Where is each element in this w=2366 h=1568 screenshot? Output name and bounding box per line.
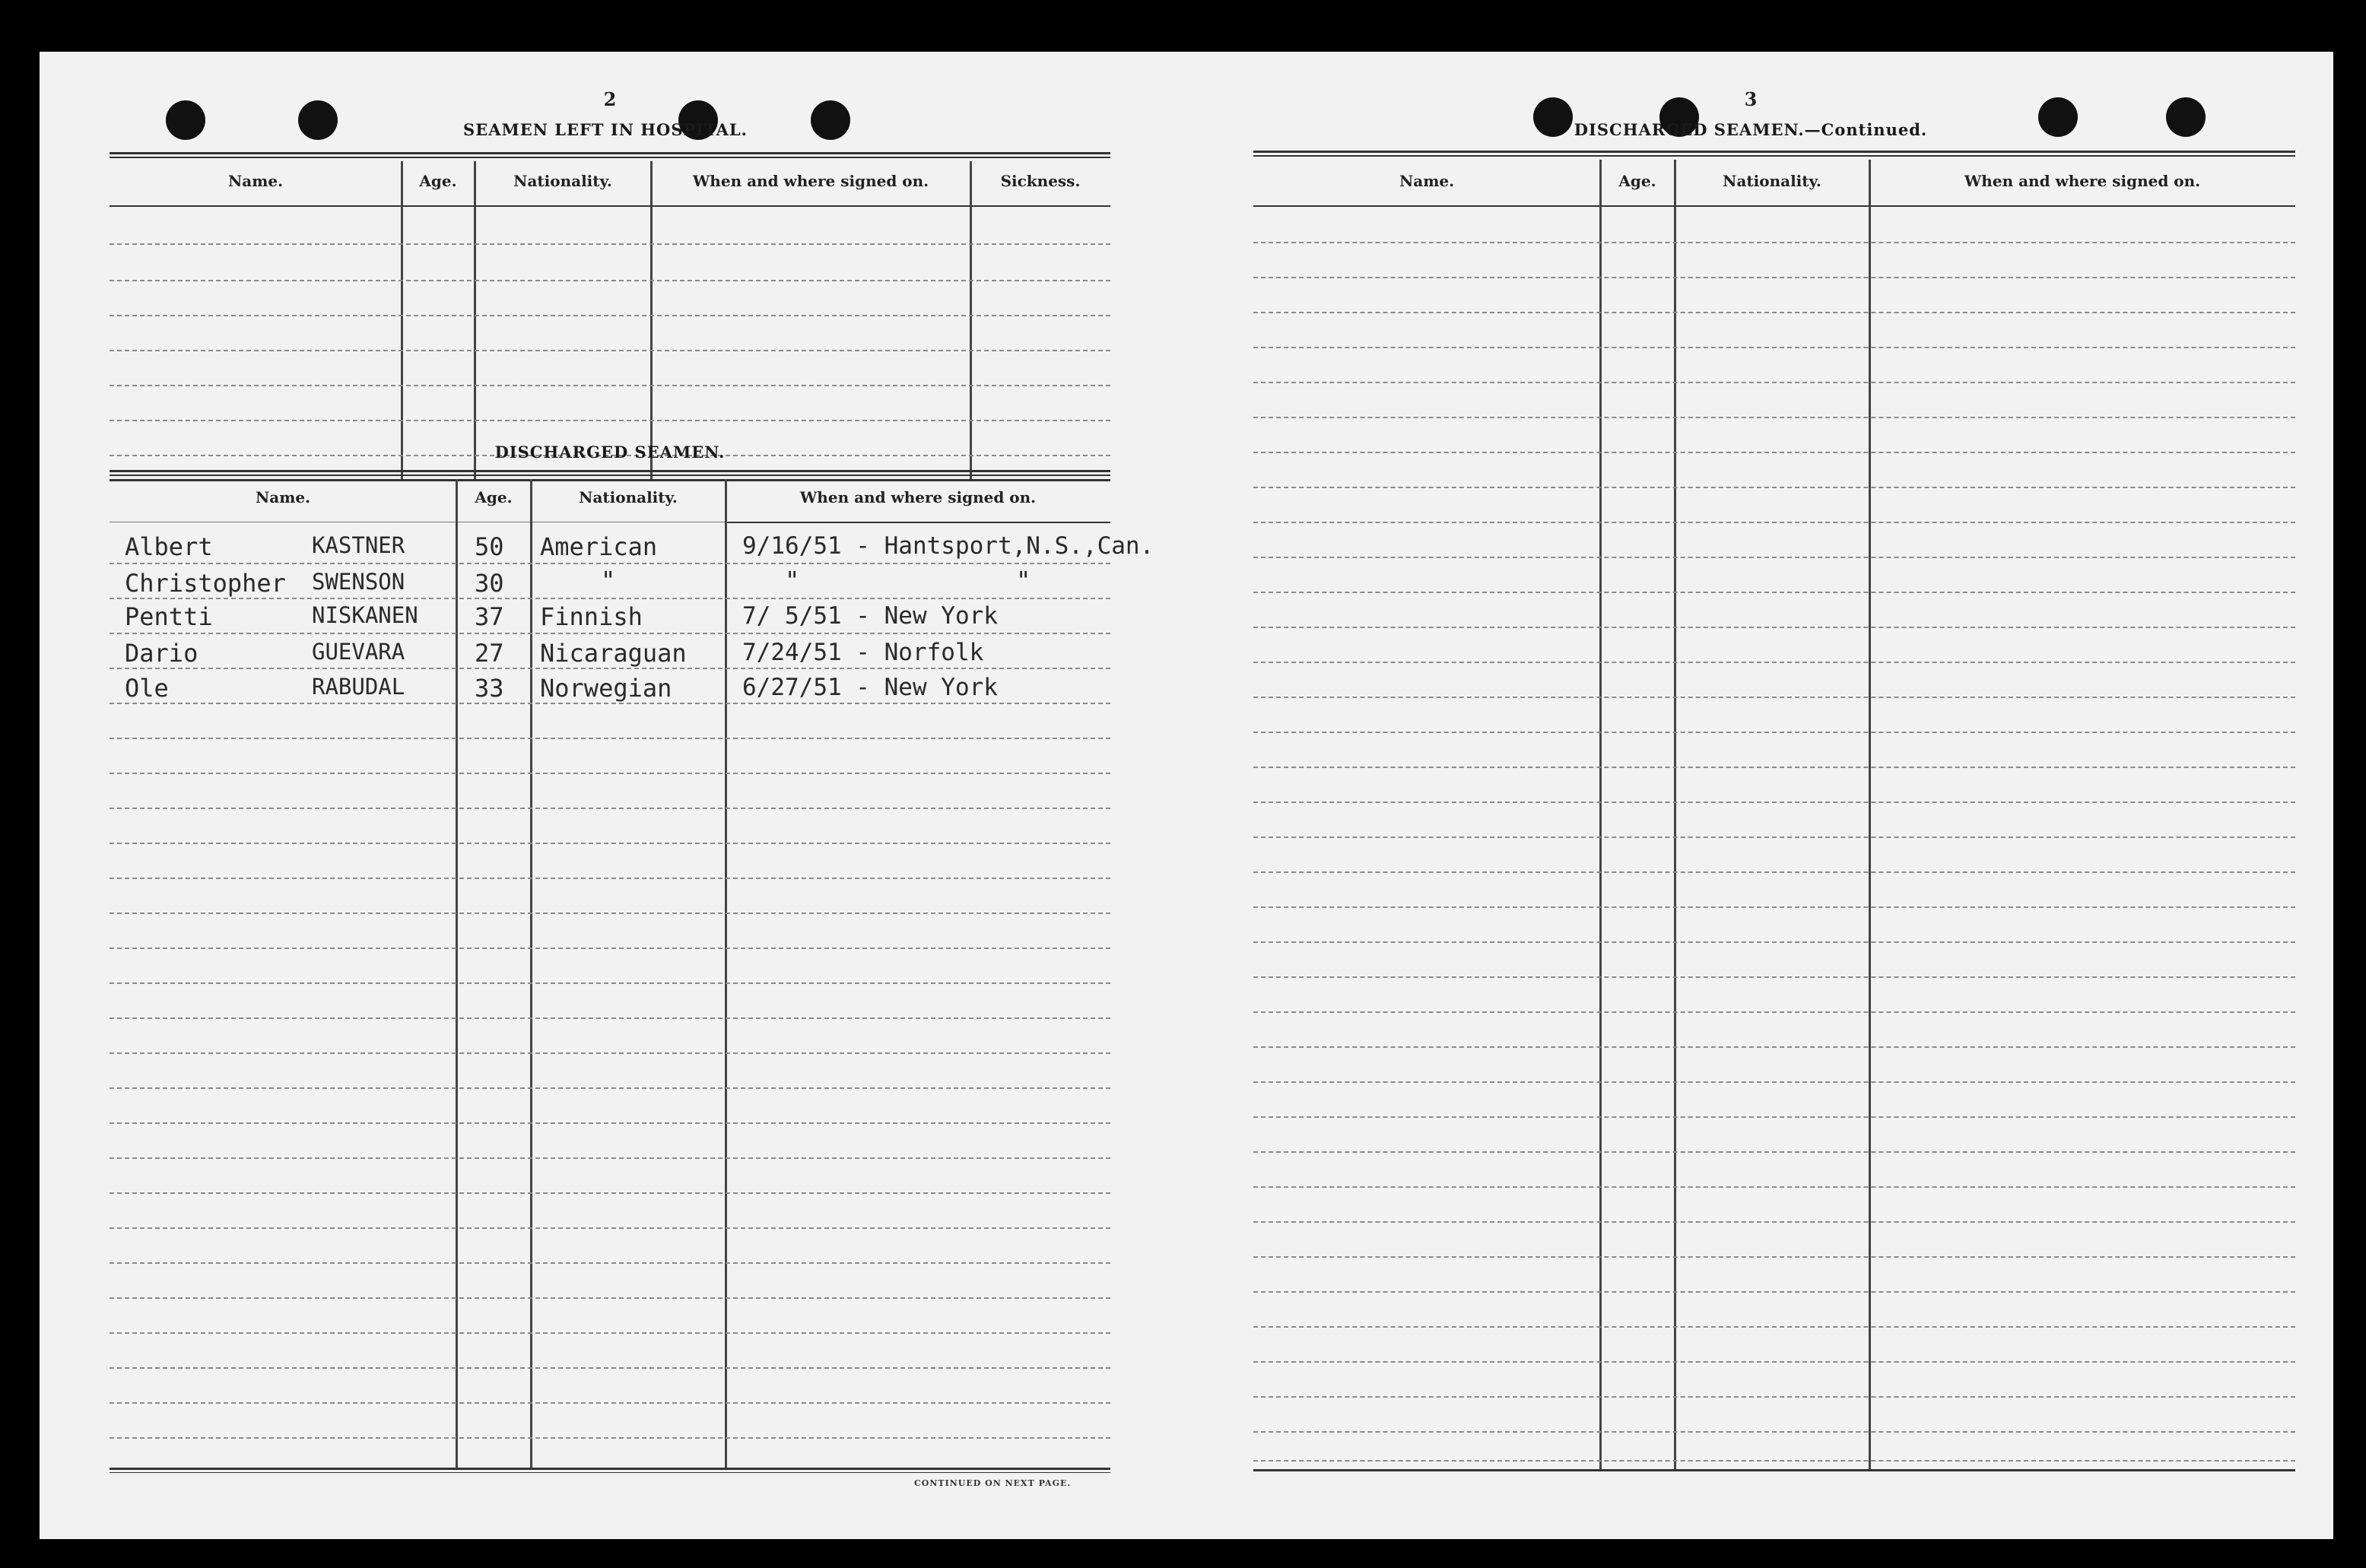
discharged-header-nationality: Nationality. xyxy=(579,488,678,506)
seaman-nationality: Nicaraguan xyxy=(540,639,687,668)
right-row-line xyxy=(1253,452,2295,453)
hospital-bottom-rule xyxy=(110,479,1110,481)
right-row-line xyxy=(1253,1186,2295,1188)
discharged-row-line xyxy=(110,1122,1110,1124)
hospital-header-signed-on: When and where signed on. xyxy=(692,172,929,190)
seaman-signed-on-ditto: " xyxy=(1016,566,1031,595)
discharged-top-rule xyxy=(110,470,1110,472)
right-row-line xyxy=(1253,1256,2295,1258)
right-row-line xyxy=(1253,277,2295,278)
right-row-line xyxy=(1253,1046,2295,1048)
discharged-header-signed-on: When and where signed on. xyxy=(799,488,1037,506)
right-row-line xyxy=(1253,767,2295,768)
right-col-line xyxy=(1869,160,1871,1469)
right-row-line xyxy=(1253,417,2295,418)
punch-hole xyxy=(298,100,338,140)
discharged-col-line xyxy=(530,479,532,1469)
right-header-age: Age. xyxy=(1618,172,1656,190)
discharged-row-line xyxy=(110,1297,1110,1299)
discharged-row-line xyxy=(110,668,1110,669)
right-row-line xyxy=(1253,522,2295,523)
hospital-header-sickness: Sickness. xyxy=(1000,172,1081,190)
discharged-row-line xyxy=(110,1157,1110,1159)
right-row-line xyxy=(1253,557,2295,558)
right-row-line xyxy=(1253,941,2295,943)
hospital-row-line xyxy=(110,350,1110,351)
page-number-left: 2 xyxy=(603,88,617,110)
right-top-rule xyxy=(1253,151,2295,153)
right-row-line xyxy=(1253,382,2295,383)
seaman-signed-on: 7/24/51 - Norfolk xyxy=(742,639,984,666)
seaman-nationality: Finnish xyxy=(540,602,643,631)
hospital-row-line xyxy=(110,315,1110,316)
hospital-col-line xyxy=(650,161,653,479)
discharged-row-line xyxy=(110,1332,1110,1334)
right-row-line xyxy=(1253,592,2295,593)
hospital-top-rule xyxy=(110,152,1110,154)
discharged-row-line xyxy=(110,773,1110,774)
discharged-row-line xyxy=(110,1402,1110,1404)
page-number-right: 3 xyxy=(1744,88,1758,110)
right-row-line xyxy=(1253,1396,2295,1398)
right-row-line xyxy=(1253,1460,2295,1462)
seaman-age: 50 xyxy=(475,532,504,561)
punch-hole xyxy=(2038,97,2078,137)
right-row-line xyxy=(1253,662,2295,663)
right-row-line xyxy=(1253,242,2295,243)
seaman-age: 30 xyxy=(475,569,504,598)
seaman-nationality: American xyxy=(540,532,658,561)
seaman-signed-on: 6/27/51 - New York xyxy=(742,674,998,701)
right-row-line xyxy=(1253,871,2295,873)
right-top-rule-2 xyxy=(1253,155,2295,157)
discharged-header-age: Age. xyxy=(475,488,513,506)
right-row-line xyxy=(1253,801,2295,803)
discharged-section-title: DISCHARGED SEAMEN. xyxy=(494,443,726,462)
right-row-line xyxy=(1253,1221,2295,1223)
seaman-signed-on: 7/ 5/51 - New York xyxy=(742,602,998,630)
right-header-name: Name. xyxy=(1399,172,1455,190)
discharged-row-line xyxy=(110,1262,1110,1264)
discharged-header-rule xyxy=(726,522,1110,523)
discharged-col-line xyxy=(456,479,458,1469)
right-row-line xyxy=(1253,1431,2295,1433)
hospital-row-line xyxy=(110,243,1110,245)
discharged-row-line xyxy=(110,843,1110,844)
seaman-first-name: Christopher xyxy=(125,569,286,598)
punch-hole xyxy=(811,100,850,140)
hospital-top-rule-2 xyxy=(110,157,1110,158)
discharged-row-line xyxy=(110,808,1110,809)
seaman-first-name: Ole xyxy=(125,674,169,703)
seaman-last-name: KASTNER xyxy=(312,532,405,558)
discharged-col-line xyxy=(725,479,727,1469)
discharged-bottom-rule xyxy=(110,1468,1110,1470)
discharged-row-line xyxy=(110,913,1110,914)
document-sheet xyxy=(40,52,2333,1539)
hospital-row-line xyxy=(110,280,1110,281)
discharged-row-line xyxy=(110,598,1110,599)
right-row-line xyxy=(1253,627,2295,628)
right-row-line xyxy=(1253,906,2295,908)
seaman-first-name: Albert xyxy=(125,532,213,561)
hospital-header-name: Name. xyxy=(227,172,284,190)
seaman-age: 37 xyxy=(475,602,504,631)
right-col-line xyxy=(1674,160,1676,1469)
right-row-line xyxy=(1253,732,2295,733)
discharged-row-line xyxy=(110,878,1110,879)
discharged-bottom-rule-2 xyxy=(110,1472,1110,1473)
hospital-row-line xyxy=(110,420,1110,421)
right-row-line xyxy=(1253,487,2295,488)
discharged-row-line xyxy=(110,1052,1110,1054)
hospital-col-line xyxy=(401,161,403,479)
right-row-line xyxy=(1253,836,2295,838)
seaman-age: 27 xyxy=(475,639,504,668)
hospital-header-age: Age. xyxy=(419,172,457,190)
right-bottom-rule xyxy=(1253,1469,2295,1471)
discharged-row-line xyxy=(110,738,1110,739)
discharged-header-name: Name. xyxy=(255,488,311,506)
right-header-rule xyxy=(1253,205,2295,207)
right-section-title: DISCHARGED SEAMEN.—Continued. xyxy=(1574,120,1928,139)
discharged-row-line xyxy=(110,1227,1110,1229)
seaman-last-name: SWENSON xyxy=(312,569,405,595)
hospital-header-rule xyxy=(110,205,1110,207)
seaman-last-name: NISKANEN xyxy=(312,602,418,628)
discharged-row-line xyxy=(110,633,1110,634)
hospital-section-title: SEAMEN LEFT IN HOSPITAL. xyxy=(463,120,748,139)
discharged-row-line xyxy=(110,1192,1110,1194)
seaman-last-name: GUEVARA xyxy=(312,639,405,665)
right-row-line xyxy=(1253,1011,2295,1013)
hospital-header-nationality: Nationality. xyxy=(513,172,612,190)
discharged-row-line xyxy=(110,1367,1110,1369)
right-row-line xyxy=(1253,976,2295,978)
discharged-row-line xyxy=(110,947,1110,949)
right-row-line xyxy=(1253,1081,2295,1083)
seaman-age: 33 xyxy=(475,674,504,703)
right-row-line xyxy=(1253,1326,2295,1328)
seaman-first-name: Dario xyxy=(125,639,198,668)
right-col-line xyxy=(1599,160,1602,1469)
right-row-line xyxy=(1253,1151,2295,1153)
right-row-line xyxy=(1253,347,2295,348)
discharged-row-line xyxy=(110,1017,1110,1019)
discharged-row-line xyxy=(110,563,1110,564)
right-row-line xyxy=(1253,1291,2295,1293)
discharged-row-line xyxy=(110,1437,1110,1439)
seaman-last-name: RABUDAL xyxy=(312,674,405,700)
right-header-signed-on: When and where signed on. xyxy=(1964,172,2201,190)
seaman-first-name: Pentti xyxy=(125,602,213,631)
right-row-line xyxy=(1253,1116,2295,1118)
punch-hole xyxy=(166,100,205,140)
punch-hole xyxy=(2166,97,2206,137)
hospital-col-line xyxy=(970,161,972,479)
hospital-col-line xyxy=(474,161,476,479)
discharged-row-line xyxy=(110,703,1110,704)
discharged-row-line xyxy=(110,982,1110,984)
discharged-row-line xyxy=(110,1087,1110,1089)
discharged-top-rule-2 xyxy=(110,475,1110,476)
continued-note: CONTINUED ON NEXT PAGE. xyxy=(914,1478,1072,1488)
seaman-nationality: Norwegian xyxy=(540,674,672,703)
right-row-line xyxy=(1253,697,2295,698)
seaman-signed-on: 9/16/51 - Hantsport,N.S.,Can. xyxy=(742,532,1154,560)
hospital-row-line xyxy=(110,385,1110,386)
right-header-nationality: Nationality. xyxy=(1723,172,1821,190)
seaman-signed-on: " xyxy=(785,566,800,595)
seaman-nationality: " xyxy=(601,566,616,595)
right-row-line xyxy=(1253,312,2295,313)
right-row-line xyxy=(1253,1361,2295,1363)
